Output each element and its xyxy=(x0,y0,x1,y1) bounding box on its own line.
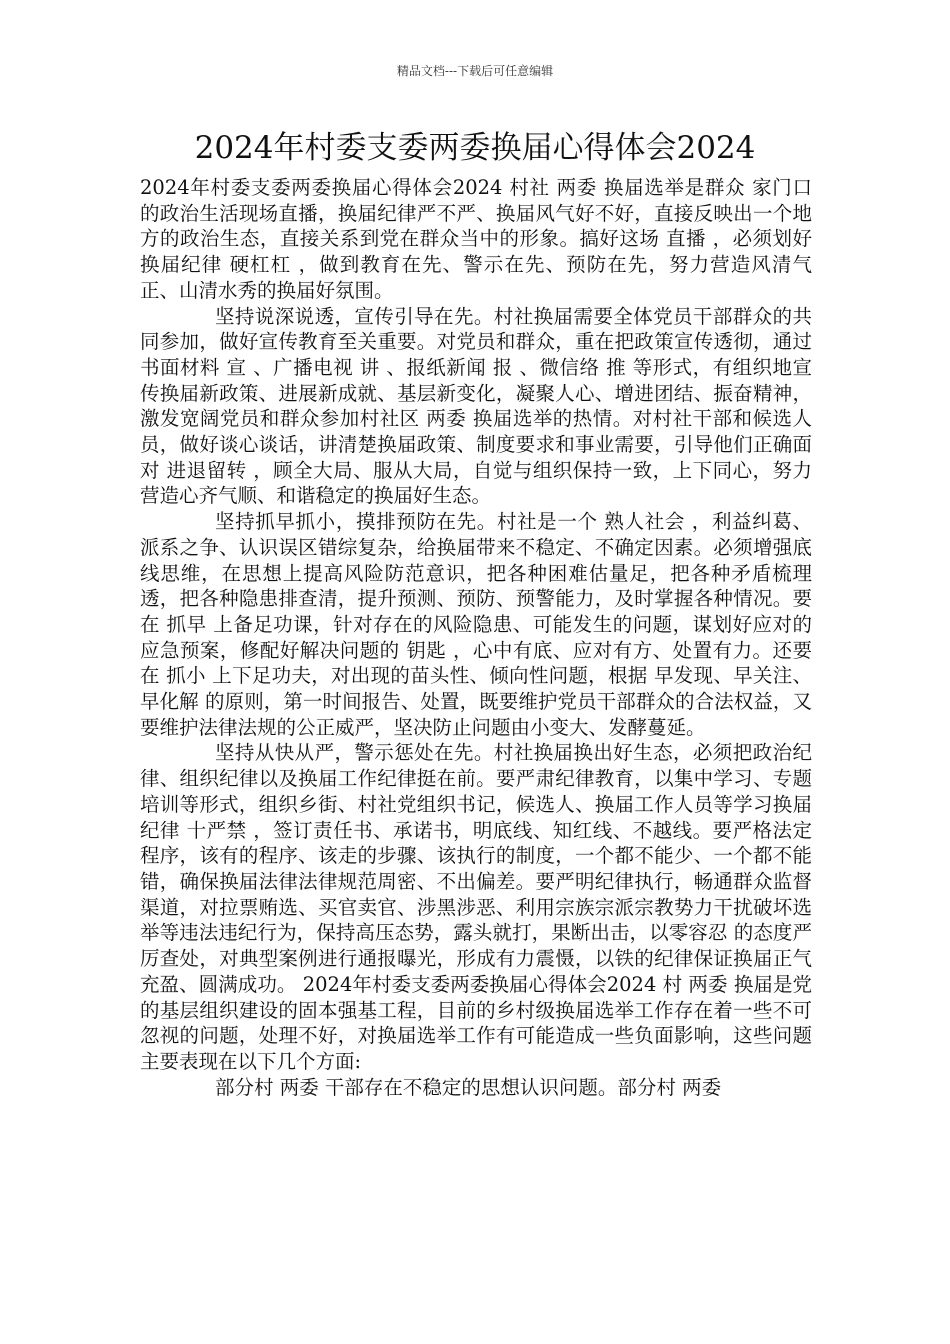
paragraph-discipline: 坚持从快从严，警示惩处在先。村社换届换出好生态，必须把政治纪律、组织纪律以及换届工作纪律挺在前。要严肃纪律教育，以集中学习、专题培训等形式，组织乡街、村社党组织书记，候选人、换届工作人员等学习换届纪律 十严禁 ，签订责任书、承诺书，明底线、知红线、不越线。要严格法定程序，该有的程序、该走的步骤、该执行的制度，一个都不能少、一个都不能错，确保换届法律法律规范周密、不出偏差。要严明纪律执行，畅通群众监督渠道，对拉票贿选、买官卖官、涉黑涉恶、利用宗族宗派宗教势力干扰破坏选举等违法违纪行为，保持高压态势，露头就打，果断出击，以零容忍 的态度严厉查处，对典型案例进行通报曝光，形成有力震慑，以铁的纪律保证换届正气充盈、圆满成功。 2024年村委支委两委换届心得体会2024 村 两委 换届是党的基层组织建设的固本强基工程，目前的乡村级换届选举工作存在着一些不可忽视的问题，处理不好，对换届选举工作有可能造成一些负面影响，这些问题主要表现在以下几个方面: xyxy=(140,741,812,1073)
paragraph-issues: 部分村 两委 干部存在不稳定的思想认识问题。部分村 两委 xyxy=(215,1075,722,1099)
document-body xyxy=(140,175,812,1100)
paragraph-publicity: 坚持说深说透，宣传引导在先。村社换届需要全体党员干部群众的共同参加，做好宣传教育至关重要。对党员和群众，重在把政策宣传透彻，通过书面材料 宣 、广播电视 讲 、报纸新闻 报 、微信络 推 等形式，有组织地宣传换届新政策、进展新成就、基层新变化，凝聚人心、增进团结、振奋精神，激发宽阔党员和群众参加村社区 两委 换届选举的热情。对村社干部和候选人员，做好谈心谈话，讲清楚换届政策、制度要求和事业需要，引导他们正确面对 进退留转 ，顾全大局、服从大局，自觉与组织保持一致，上下同心，努力营造心齐气顺、和谐稳定的换届好生态。 xyxy=(140,304,812,508)
paragraph-prevention: 坚持抓早抓小，摸排预防在先。村社是一个 熟人社会 ，利益纠葛、派系之争、认识误区错综复杂，给换届带来不稳定、不确定因素。必须增强底线思维，在思想上提高风险防范意识，把各种困难估量足，把各种矛盾梳理透，把各种隐患排查清，提升预测、预防、预警能力，及时掌握各种情况。要在 抓早 上备足功课，针对存在的风险隐患、可能发生的问题，谋划好应对的应急预案，修配好解决问题的 钥匙 ，心中有底、应对有方、处置有力。还要在 抓小 上下足功夫，对出现的苗头性、倾向性问题，根据 早发现、早关注、早化解 的原则，第一时间报告、处置，既要维护党员干部群众的合法权益，又要维护法律法规的公正威严，坚决防止问题由小变大、发酵蔓延。 xyxy=(140,510,812,739)
page-header-note: 精品文档---下载后可任意编辑 xyxy=(396,64,554,78)
document-title: 2024年村委支委两委换届心得体会2024 xyxy=(194,130,756,166)
intro-paragraph: 2024年村委支委两委换届心得体会2024 村社 两委 换届选举是群众 家门口 的政治生活现场直播，换届纪律严不严、换届风气好不好，直接反映出一个地方的政治生态，直接关系到党在群众当中的形象。搞好这场 直播 ，必须划好换届纪律 硬杠杠 ，做到教育在先、警示在先、预防在先，努力营造风清气正、山清水秀的换届好氛围。 xyxy=(140,176,812,302)
